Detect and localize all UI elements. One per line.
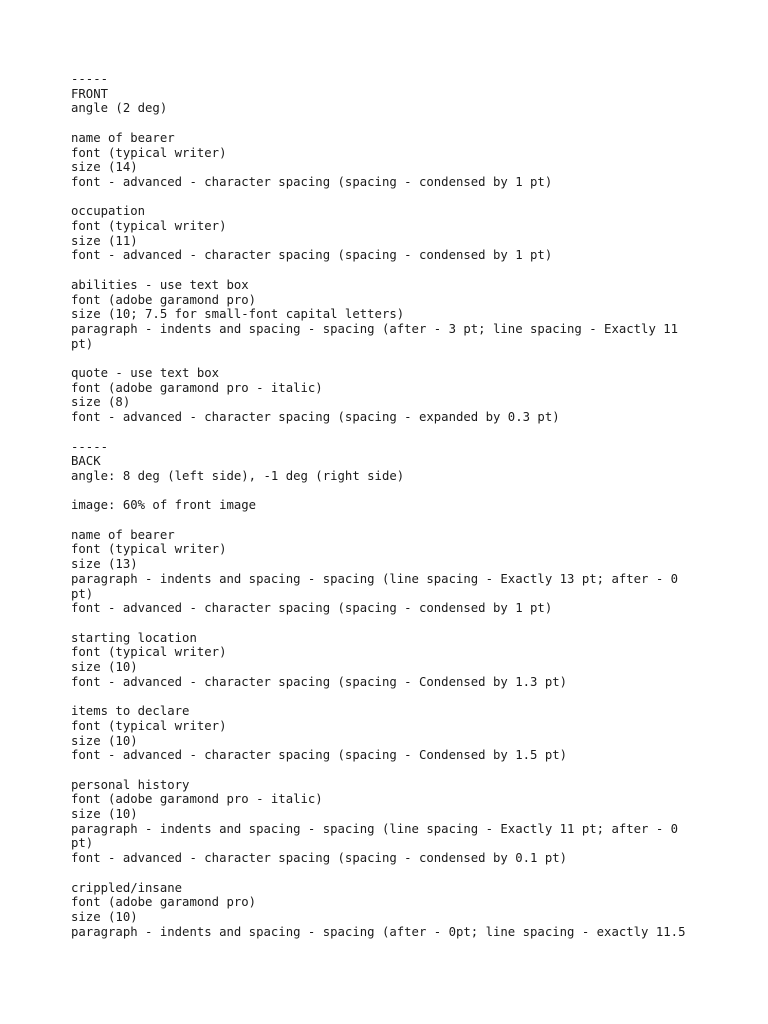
text-line: name of bearer: [71, 527, 175, 542]
text-line: font - advanced - character spacing (spacing - expanded by 0.3 pt): [71, 410, 560, 425]
blank-line: [71, 425, 711, 440]
text-line: BACK: [71, 454, 101, 469]
text-line: angle (2 deg): [71, 101, 168, 116]
text-line: abilities - use text box: [71, 277, 249, 292]
blank-line: [71, 263, 711, 278]
text-line: font (typical writer): [71, 718, 227, 733]
text-line: size (10): [71, 660, 138, 674]
text-line: font - advanced - character spacing (spacing - Condensed by 1.5 pt): [71, 748, 568, 763]
blank-line: [71, 616, 711, 631]
document-page: [71, 72, 711, 939]
blank-line: [71, 689, 711, 704]
text-line: crippled/insane: [71, 880, 183, 895]
text-line: paragraph - indents and spacing - spacing (line spacing - Exactly 11 pt; after - 0: [71, 821, 679, 836]
text-line: font - advanced - character spacing (spacing - condensed by 0.1 pt): [71, 851, 568, 866]
text-line: starting location: [71, 630, 197, 645]
text-line: pt): [71, 336, 94, 351]
blank-line: [71, 190, 711, 205]
blank-line: [71, 866, 711, 881]
text-line: font (adobe garamond pro): [71, 292, 257, 307]
text-line: font (typical writer): [71, 542, 227, 557]
text-line: -----: [71, 72, 109, 86]
text-line: font - advanced - character spacing (spacing - Condensed by 1.3 pt): [71, 674, 568, 689]
text-line: size (10): [71, 909, 138, 924]
text-line: font (typical writer): [71, 219, 227, 233]
text-line: occupation: [71, 204, 146, 219]
text-line: angle: 8 deg (left side), -1 deg (right side): [71, 468, 405, 483]
text-line: paragraph - indents and spacing - spacing (after - 0pt; line spacing - exactly 11.5: [71, 924, 686, 939]
text-line: size (11): [71, 233, 138, 248]
text-line: size (10): [71, 807, 138, 821]
blank-line: [71, 513, 711, 528]
text-line: paragraph - indents and spacing - spacing (line spacing - Exactly 13 pt; after - 0: [71, 571, 679, 586]
text-line: font - advanced - character spacing (spacing - condensed by 1 pt): [71, 174, 553, 189]
text-line: size (10): [71, 733, 138, 748]
text-line: size (13): [71, 557, 138, 572]
text-line: name of bearer: [71, 130, 175, 145]
text-line: font (typical writer): [71, 145, 227, 160]
text-line: paragraph - indents and spacing - spacing (after - 3 pt; line spacing - Exactly 11: [71, 321, 679, 336]
text-line: font (adobe garamond pro - italic): [71, 380, 323, 395]
text-line: personal history: [71, 777, 190, 792]
text-line: quote - use text box: [71, 366, 220, 380]
text-line: font - advanced - character spacing (spacing - condensed by 1 pt): [71, 601, 553, 616]
text-line: size (8): [71, 395, 131, 410]
text-line: FRONT: [71, 86, 109, 101]
text-line: image: 60% of front image: [71, 498, 257, 513]
text-line: font (adobe garamond pro - italic): [71, 792, 323, 807]
text-line: pt): [71, 836, 94, 851]
text-line: size (10; 7.5 for small-font capital letters): [71, 307, 405, 322]
blank-line: [71, 763, 711, 778]
text-line: font - advanced - character spacing (spacing - condensed by 1 pt): [71, 248, 553, 263]
blank-line: [71, 484, 711, 499]
text-line: size (14): [71, 160, 138, 175]
blank-line: [71, 351, 711, 366]
text-line: font (typical writer): [71, 645, 227, 660]
text-line: items to declare: [71, 704, 190, 719]
blank-line: [71, 116, 711, 131]
text-line: pt): [71, 586, 94, 601]
text-line: font (adobe garamond pro): [71, 895, 257, 910]
text-line: -----: [71, 439, 109, 454]
